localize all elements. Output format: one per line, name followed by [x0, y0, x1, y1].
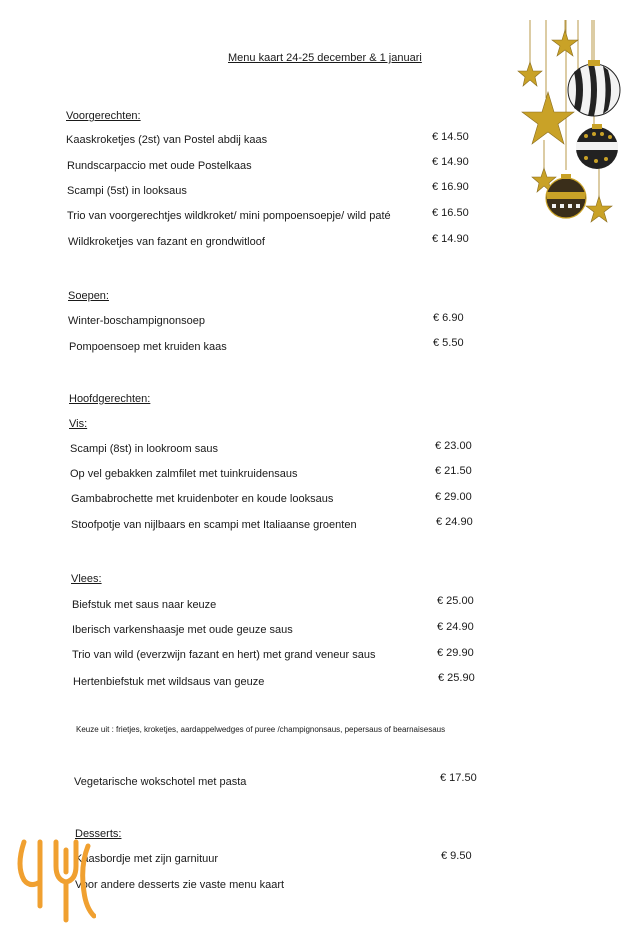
restaurant-logo-icon: [14, 836, 96, 924]
menu-price: € 25.00: [437, 595, 474, 607]
menu-price: € 25.90: [438, 672, 475, 684]
heading-voorgerechten: Voorgerechten:: [66, 110, 141, 122]
menu-item: Winter-boschampignonsoep: [68, 315, 205, 327]
menu-item: Rundscarpaccio met oude Postelkaas: [67, 160, 252, 172]
menu-item: Hertenbiefstuk met wildsaus van geuze: [73, 676, 265, 688]
menu-price: € 14.90: [432, 233, 469, 245]
heading-soepen: Soepen:: [68, 290, 109, 302]
menu-price: € 6.90: [433, 312, 464, 324]
menu-price: € 24.90: [437, 621, 474, 633]
menu-item: Pompoensoep met kruiden kaas: [69, 341, 227, 353]
heading-vis: Vis:: [69, 418, 88, 430]
menu-price: € 29.00: [435, 491, 472, 503]
menu-item: Trio van wild (everzwijn fazant en hert) met grand veneur saus: [72, 649, 376, 661]
menu-item: Trio van voorgerechtjes wildkroket/ mini pompoensoepje/ wild paté: [67, 210, 391, 222]
menu-item: Op vel gebakken zalmfilet met tuinkruidensaus: [70, 468, 298, 480]
side-dish-note: Keuze uit : frietjes, kroketjes, aardappelwedges of puree /champignonsaus, pepersaus of bearnaisesaus: [76, 725, 446, 734]
menu-item: Kaaskroketjes (2st) van Postel abdij kaas: [66, 134, 268, 146]
menu-price: € 9.50: [441, 850, 472, 862]
menu-price: € 23.00: [435, 440, 472, 452]
menu-title: Menu kaart 24-25 december & 1 januari: [228, 52, 422, 64]
menu-item: Scampi (8st) in lookroom saus: [70, 443, 218, 455]
menu-item: Wildkroketjes van fazant en grondwitloof: [68, 236, 265, 248]
menu-price: € 21.50: [435, 465, 472, 477]
menu-price: € 16.50: [432, 207, 469, 219]
menu-item: Biefstuk met saus naar keuze: [72, 599, 217, 611]
menu-price: € 17.50: [440, 772, 477, 784]
heading-vlees: Vlees:: [71, 573, 102, 585]
menu-item: Voor andere desserts zie vaste menu kaart: [75, 879, 285, 891]
heading-hoofdgerechten: Hoofdgerechten:: [69, 393, 151, 405]
menu-price: € 14.50: [432, 131, 469, 143]
menu-price: € 5.50: [433, 337, 464, 349]
menu-price: € 14.90: [432, 156, 469, 168]
menu-item: Iberisch varkenshaasje met oude geuze saus: [72, 624, 293, 636]
menu-price: € 29.90: [437, 647, 474, 659]
menu-price: € 24.90: [436, 516, 473, 528]
menu-item: Scampi (5st) in looksaus: [67, 185, 187, 197]
menu-item: Stoofpotje van nijlbaars en scampi met Italiaanse groenten: [71, 519, 357, 531]
menu-price: € 16.90: [432, 181, 469, 193]
heading-desserts: Desserts:: [75, 828, 122, 840]
christmas-ornaments-icon: [508, 20, 630, 240]
menu-item-vegetarian: Vegetarische wokschotel met pasta: [74, 776, 247, 788]
menu-item: Gambabrochette met kruidenboter en koude looksaus: [71, 493, 334, 505]
menu-item: Kaasbordje met zijn garnituur: [75, 853, 219, 865]
